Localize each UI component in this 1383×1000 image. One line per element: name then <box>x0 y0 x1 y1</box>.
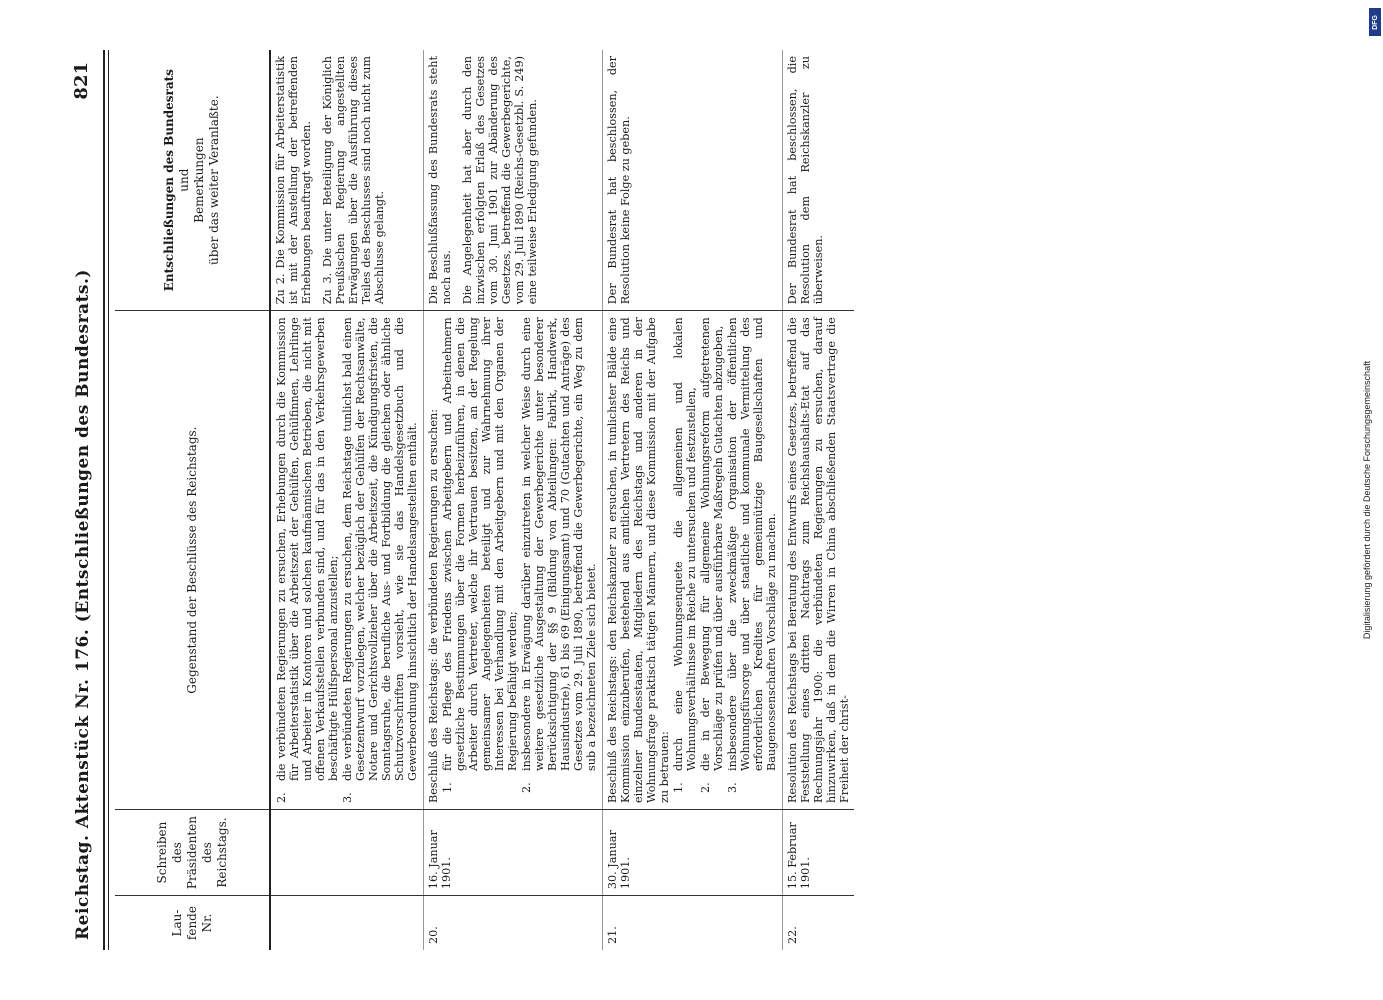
running-head: Reichstag. Aktenstück Nr. 176. (Entschließungen des Bundesrats.) <box>73 269 93 940</box>
letter-date: 15. Februar 1901. <box>783 809 855 895</box>
col-header-schreiben: Schreiben des Präsidenten des Reichstags. <box>115 809 270 895</box>
col-title-entschliessungen: Entschließungen des Bundesrats <box>162 69 176 292</box>
letter-date: 30. Januar 1901. <box>603 809 783 895</box>
item-text: insbesondere in Erwägung darüber einzutreten in welcher Weise durch eine weitere gesetzliche Ausgestaltung der Gewerbegerichte unter besonderer Berücksichtigung der §§ 9 (Bildung von Abteilungen: Fabrik, Handwerk, Hausindustrie), 61 bis 69 (Einigungsamt) und 70 (Gutachten und Anträge) des Gesetzes vom 29. Juli 1890, betreffend die Gewerbegerichte, ein Weg zu dem sub a bezeichneten Ziele sich bietet. <box>520 317 598 771</box>
rule-thin <box>108 50 109 950</box>
decision-note: Der Bundesrat hat beschlossen, der Resolution keine Folge zu geben. <box>606 56 632 305</box>
resolution-item <box>672 317 698 803</box>
item-text: die in der Bewegung für allgemeine Wohnungsreform aufgetretenen Vorschläge zu prüfen und über ausführbare Maßregeln Gutachten abzugeben, <box>699 317 725 771</box>
table-body <box>270 50 854 950</box>
item-text: durch eine Wohnungsenquete die allgemeinen und lokalen Wohnungsverhältnisse im Reiche zu untersuchen und festzustellen, <box>672 317 698 771</box>
col-title-und: und <box>177 168 191 192</box>
bundesrat-decision <box>603 50 783 311</box>
table-row <box>783 50 855 950</box>
col-title-bemerkungen: Bemerkungen <box>192 137 206 223</box>
dfg-logo: DFG <box>1369 8 1381 36</box>
page-number: 821 <box>71 62 92 100</box>
table-row <box>270 50 424 950</box>
decision-note: Der Bundesrat hat beschlossen, die Resolution dem Reichskanzler zu überweisen. <box>786 56 825 305</box>
item-number: 1. <box>441 782 454 793</box>
resolution-item <box>699 317 725 803</box>
rotated-sheet <box>55 50 1325 950</box>
row-number: 21. <box>603 896 783 950</box>
item-number: 2. <box>520 782 533 793</box>
bundesrat-decision <box>270 50 424 311</box>
item-number: 1. <box>672 782 685 793</box>
row-number: 22. <box>783 896 855 950</box>
resolution-intro: Beschluß des Reichstags: den Reichskanzler zu ersuchen, in tunlichster Bälde eine Kommission einzuberufen, bestehend aus amtlichen Vertretern des Reichs und einzelner Bundesstaaten, Mitgliedern des Reichstags und anderen in der Wohnungsfrage praktisch tätigen Männern, und diese Kommission mit der Aufgabe zu betrauen: <box>606 317 671 803</box>
row-number <box>270 896 424 950</box>
resolution-item <box>520 317 598 803</box>
bundesrat-decision <box>783 50 855 311</box>
item-number: 3. <box>726 782 739 793</box>
page-header <box>55 50 110 950</box>
col-header-nr: Lau- fende Nr. <box>115 896 270 950</box>
resolution-item <box>726 317 778 803</box>
item-number: 2. <box>699 782 712 793</box>
resolution-subject <box>424 311 603 810</box>
col-header-entschliessungen <box>115 50 270 311</box>
col-title-veranlasste: über das weiter Veranlaßte. <box>207 95 221 265</box>
resolution-subject <box>270 311 424 810</box>
item-text: die verbündeten Regierungen zu ersuchen, Erhebungen durch die Kommission für Arbeiterstatistik über die Arbeitszeit der Gehülfen, Gehülfinnen, Lehrlinge und Arbeiter in Kontoren und solchen kaufmännischen Betrieben, die nicht mit offenen Verkaufsstellen verbunden sind, und für das in den Verkehrsgewerben beschäftigte Hülfspersonal anzustellen; <box>275 317 340 781</box>
item-number: 2. <box>275 792 288 803</box>
resolution-item <box>275 317 340 803</box>
table-row <box>603 50 783 950</box>
resolution-subject <box>783 311 855 810</box>
resolution-intro: Resolution des Reichstags bei Beratung des Entwurfs eines Gesetzes, betreffend die Feststellung eines dritten Nachtrags zum Reichshaushalts-Etat auf das Rechnungsjahr 1900: die verbündeten Regierungen zu ersuchen, darauf hinzuwirken, daß in dem die Wirren in China abschließenden Staatsvertrage die Freiheit der christ- <box>786 317 851 803</box>
letter-date: 16. Januar 1901. <box>424 809 603 895</box>
letter-date <box>270 809 424 895</box>
resolutions-table <box>115 50 854 950</box>
resolution-intro: Beschluß des Reichstags: die verbündeten Regierungen zu ersuchen: <box>427 409 440 803</box>
rule-thick <box>103 50 105 950</box>
digitization-caption: Digitalisierung gefördert durch die Deutsche Forschungsgemeinschaft <box>1362 360 1372 640</box>
col-header-gegenstand: Gegenstand der Beschlüsse des Reichstags. <box>115 311 270 810</box>
row-number: 20. <box>424 896 603 950</box>
table-header-row <box>115 50 270 950</box>
bundesrat-decision <box>424 50 603 311</box>
item-text: die verbündeten Regierungen zu ersuchen, dem Reichstage tunlichst bald einen Gesetzentwurf vorzulegen, welcher bezüglich der Gehülfen der Rechtsanwälte, Notare und Gerichtsvollzieher über die Arbeitszeit, die Kündigungsfristen, die Sonntagsruhe, die berufliche Aus- und Fortbildung die gleichen oder ähnliche Schutzvorschriften vorsieht, wie sie das Handelsgesetzbuch und die Gewerbeordnung hinsichtlich der Handelsangestellten enthält. <box>341 317 419 781</box>
item-number: 3. <box>341 792 354 803</box>
resolution-subject <box>603 311 783 810</box>
decision-note: Die Angelegenheit hat aber durch den inzwischen erfolgten Erlaß des Gesetzes vom 30. Juni 1901 zur Abänderung des Gesetzes, betreffend die Gewerbegerichte, vom 29. Juli 1890 (Reichs-Gesetzbl. S. 249) eine teilweise Erledigung gefunden. <box>461 56 539 305</box>
resolution-item <box>341 317 419 803</box>
resolution-item <box>441 317 519 803</box>
decision-note: Die Beschlußfassung des Bundesrats steht noch aus. <box>427 56 453 305</box>
item-text: für die Pflege des Friedens zwischen Arbeitgebern und Arbeitnehmern gesetzliche Bestimmungen über die Formen herbeizuführen, in denen die Arbeiter durch Vertreter, welche ihr Vertrauen besitzen, an der Regelung gemeinsamer Angelegenheiten beteiligt und zur Wahrnehmung ihrer Interessen bei Verhandlung mit den Arbeitgebern und mit den Organen der Regierung befähigt werden; <box>441 317 519 771</box>
item-text: insbesondere über die zweckmäßige Organisation der öffentlichen Wohnungsfürsorge und über staatliche und kommunale Vermittelung des erforderlichen Kredites für gemeinnützige Baugesellschaften und Baugenossenschaften Vorschläge zu machen. <box>726 317 778 771</box>
table-row <box>424 50 603 950</box>
decision-note: Zu 3. Die unter Beteiligung der Königlich Preußischen Regierung angestellten Erwägungen über die Ausführung dieses Teiles des Beschlusses sind noch nicht zum Abschlusse gelangt. <box>321 56 386 305</box>
decision-note: Zu 2. Die Kommission für Arbeiterstatistik ist mit der Anstellung der betreffenden Erhebungen beauftragt worden. <box>274 56 313 305</box>
